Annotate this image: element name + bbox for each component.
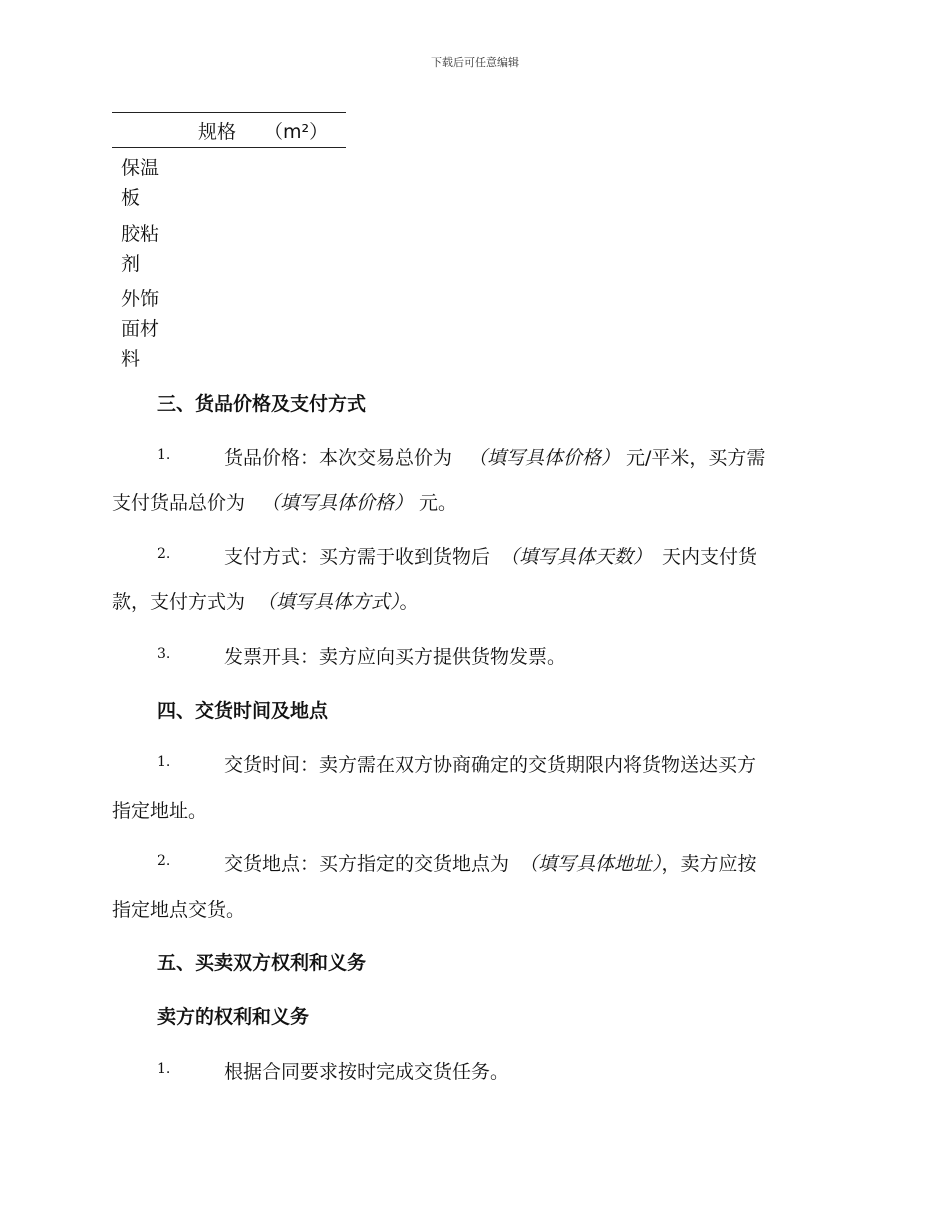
text-run: 根据合同要求按时完成交货任务。 [224, 1061, 510, 1083]
row-label-line: 板 [121, 187, 141, 209]
page-header: 下载后可任意编辑 [431, 56, 519, 69]
subheading-seller-rights: 卖方的权利和义务 [157, 1006, 310, 1028]
table-row-facing-material [121, 284, 169, 374]
text-run: 支付货品总价为 [112, 492, 246, 514]
text-run: 款，支付方式为 [112, 591, 246, 613]
text-run: 天内支付货 [662, 546, 758, 568]
text-run: 元。 [419, 492, 458, 514]
text-run: ，卖方应按 [661, 853, 757, 875]
text-run: 货品价格：本次交易总价为 [224, 447, 453, 469]
paragraph-line [112, 587, 419, 614]
text-run: 元/平米，买方需 [626, 447, 766, 469]
text-run: 交货时间：卖方需在双方协商确定的交货期限内将货物送达买方 [224, 754, 757, 776]
item-number: 2. [157, 546, 171, 562]
fill-in-placeholder: （填写具体价格） [261, 492, 414, 514]
item-number: 2. [157, 853, 171, 869]
paragraph-line [112, 488, 457, 515]
table-row-insulation-board [121, 153, 169, 213]
paragraph-line [112, 796, 207, 823]
paragraph-line [224, 542, 757, 569]
section-heading-delivery: 四、交货时间及地点 [157, 700, 329, 722]
item-number: 1. [157, 754, 171, 770]
text-run: 支付方式：买方需于收到货物后 [224, 546, 491, 568]
table-header-row [112, 113, 346, 147]
fill-in-placeholder: （填写具体天数） [500, 546, 653, 568]
item-number: 3. [157, 646, 171, 662]
text-run: 发票开具：卖方应向买方提供货物发票。 [224, 646, 567, 668]
fill-in-placeholder: （填写具体地址） [519, 853, 662, 875]
paragraph-line [224, 750, 756, 777]
section-heading-price-payment: 三、货品价格及支付方式 [157, 393, 367, 415]
item-number: 1. [157, 447, 171, 463]
row-label-line: 外饰 [121, 288, 160, 310]
row-label-line: 保温 [121, 157, 160, 179]
section-heading-rights-obligations: 五、买卖双方权利和义务 [157, 952, 367, 974]
col-unit-header: （m²） [264, 120, 329, 143]
row-label-line: 料 [121, 348, 141, 370]
row-label-line: 剂 [121, 253, 141, 275]
paragraph-line [224, 849, 757, 876]
text-run: 指定地点交货。 [112, 899, 246, 921]
text-run: 。 [399, 591, 419, 613]
row-label-line: 胶粘 [121, 223, 160, 245]
row-label-line: 面材 [121, 318, 160, 340]
spec-table [112, 112, 346, 148]
item-number: 1. [157, 1061, 171, 1077]
paragraph-line [224, 1057, 509, 1084]
text-run: 指定地址。 [112, 800, 208, 822]
table-row-adhesive [121, 219, 169, 279]
col-spec-header: 规格 [198, 120, 237, 143]
fill-in-placeholder: （填写具体价格） [468, 447, 621, 469]
paragraph-line [224, 642, 566, 669]
table-header-rule [112, 147, 346, 148]
paragraph-line [224, 443, 765, 470]
paragraph-line [112, 895, 245, 922]
fill-in-placeholder: （填写具体方式） [257, 591, 400, 613]
text-run: 交货地点：买方指定的交货地点为 [224, 853, 510, 875]
